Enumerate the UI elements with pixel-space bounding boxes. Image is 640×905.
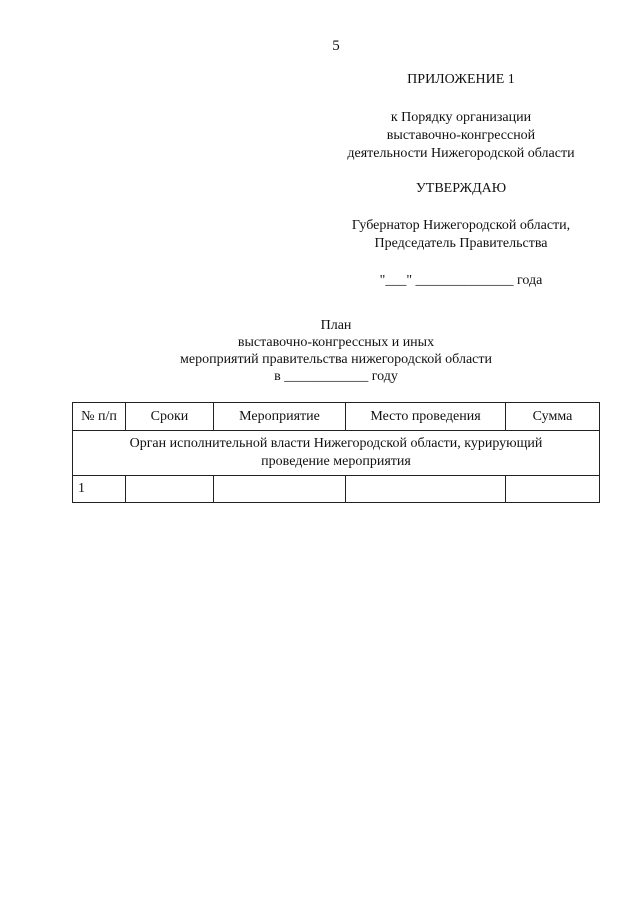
table-header-row <box>73 403 600 431</box>
org-line-2: проведение мероприятия <box>261 454 411 469</box>
plan-title-line-3: мероприятий правительства нижегородской области <box>180 352 492 367</box>
plan-table <box>72 402 600 503</box>
appendix-ref-line-3: деятельности Нижегородской области <box>347 146 575 161</box>
approver-line-2: Председатель Правительства <box>374 236 548 251</box>
plan-title-line-4: в ____________ году <box>274 369 398 384</box>
appendix-title: ПРИЛОЖЕНИЕ 1 <box>407 72 515 87</box>
approval-block <box>300 71 622 290</box>
header-number: № п/п <box>73 403 126 431</box>
approval-date-line: "___" ______________ года <box>379 273 543 288</box>
cell-number: 1 <box>73 476 126 503</box>
org-row <box>73 431 600 476</box>
appendix-ref-line-2: выставочно-конгрессной <box>386 128 536 143</box>
table-row <box>73 476 600 503</box>
plan-title-line-2: выставочно-конгрессных и иных <box>237 335 435 350</box>
org-cell <box>73 431 600 476</box>
header-event: Мероприятие <box>214 403 346 431</box>
approver-line-1: Губернатор Нижегородской области, <box>351 218 571 233</box>
org-line-1: Орган исполнительной власти Нижегородской области, курирующий <box>129 436 543 451</box>
header-amount: Сумма <box>506 403 600 431</box>
cell-amount <box>506 476 600 503</box>
plan-title-line-1: План <box>320 318 352 333</box>
approve-label: УТВЕРЖДАЮ <box>415 181 507 196</box>
plan-title <box>0 317 640 385</box>
header-dates: Сроки <box>126 403 214 431</box>
page-number: 5 <box>332 38 340 54</box>
cell-event <box>214 476 346 503</box>
cell-venue <box>346 476 506 503</box>
cell-dates <box>126 476 214 503</box>
appendix-ref-line-1: к Порядку организации <box>390 110 532 125</box>
header-venue: Место проведения <box>346 403 506 431</box>
